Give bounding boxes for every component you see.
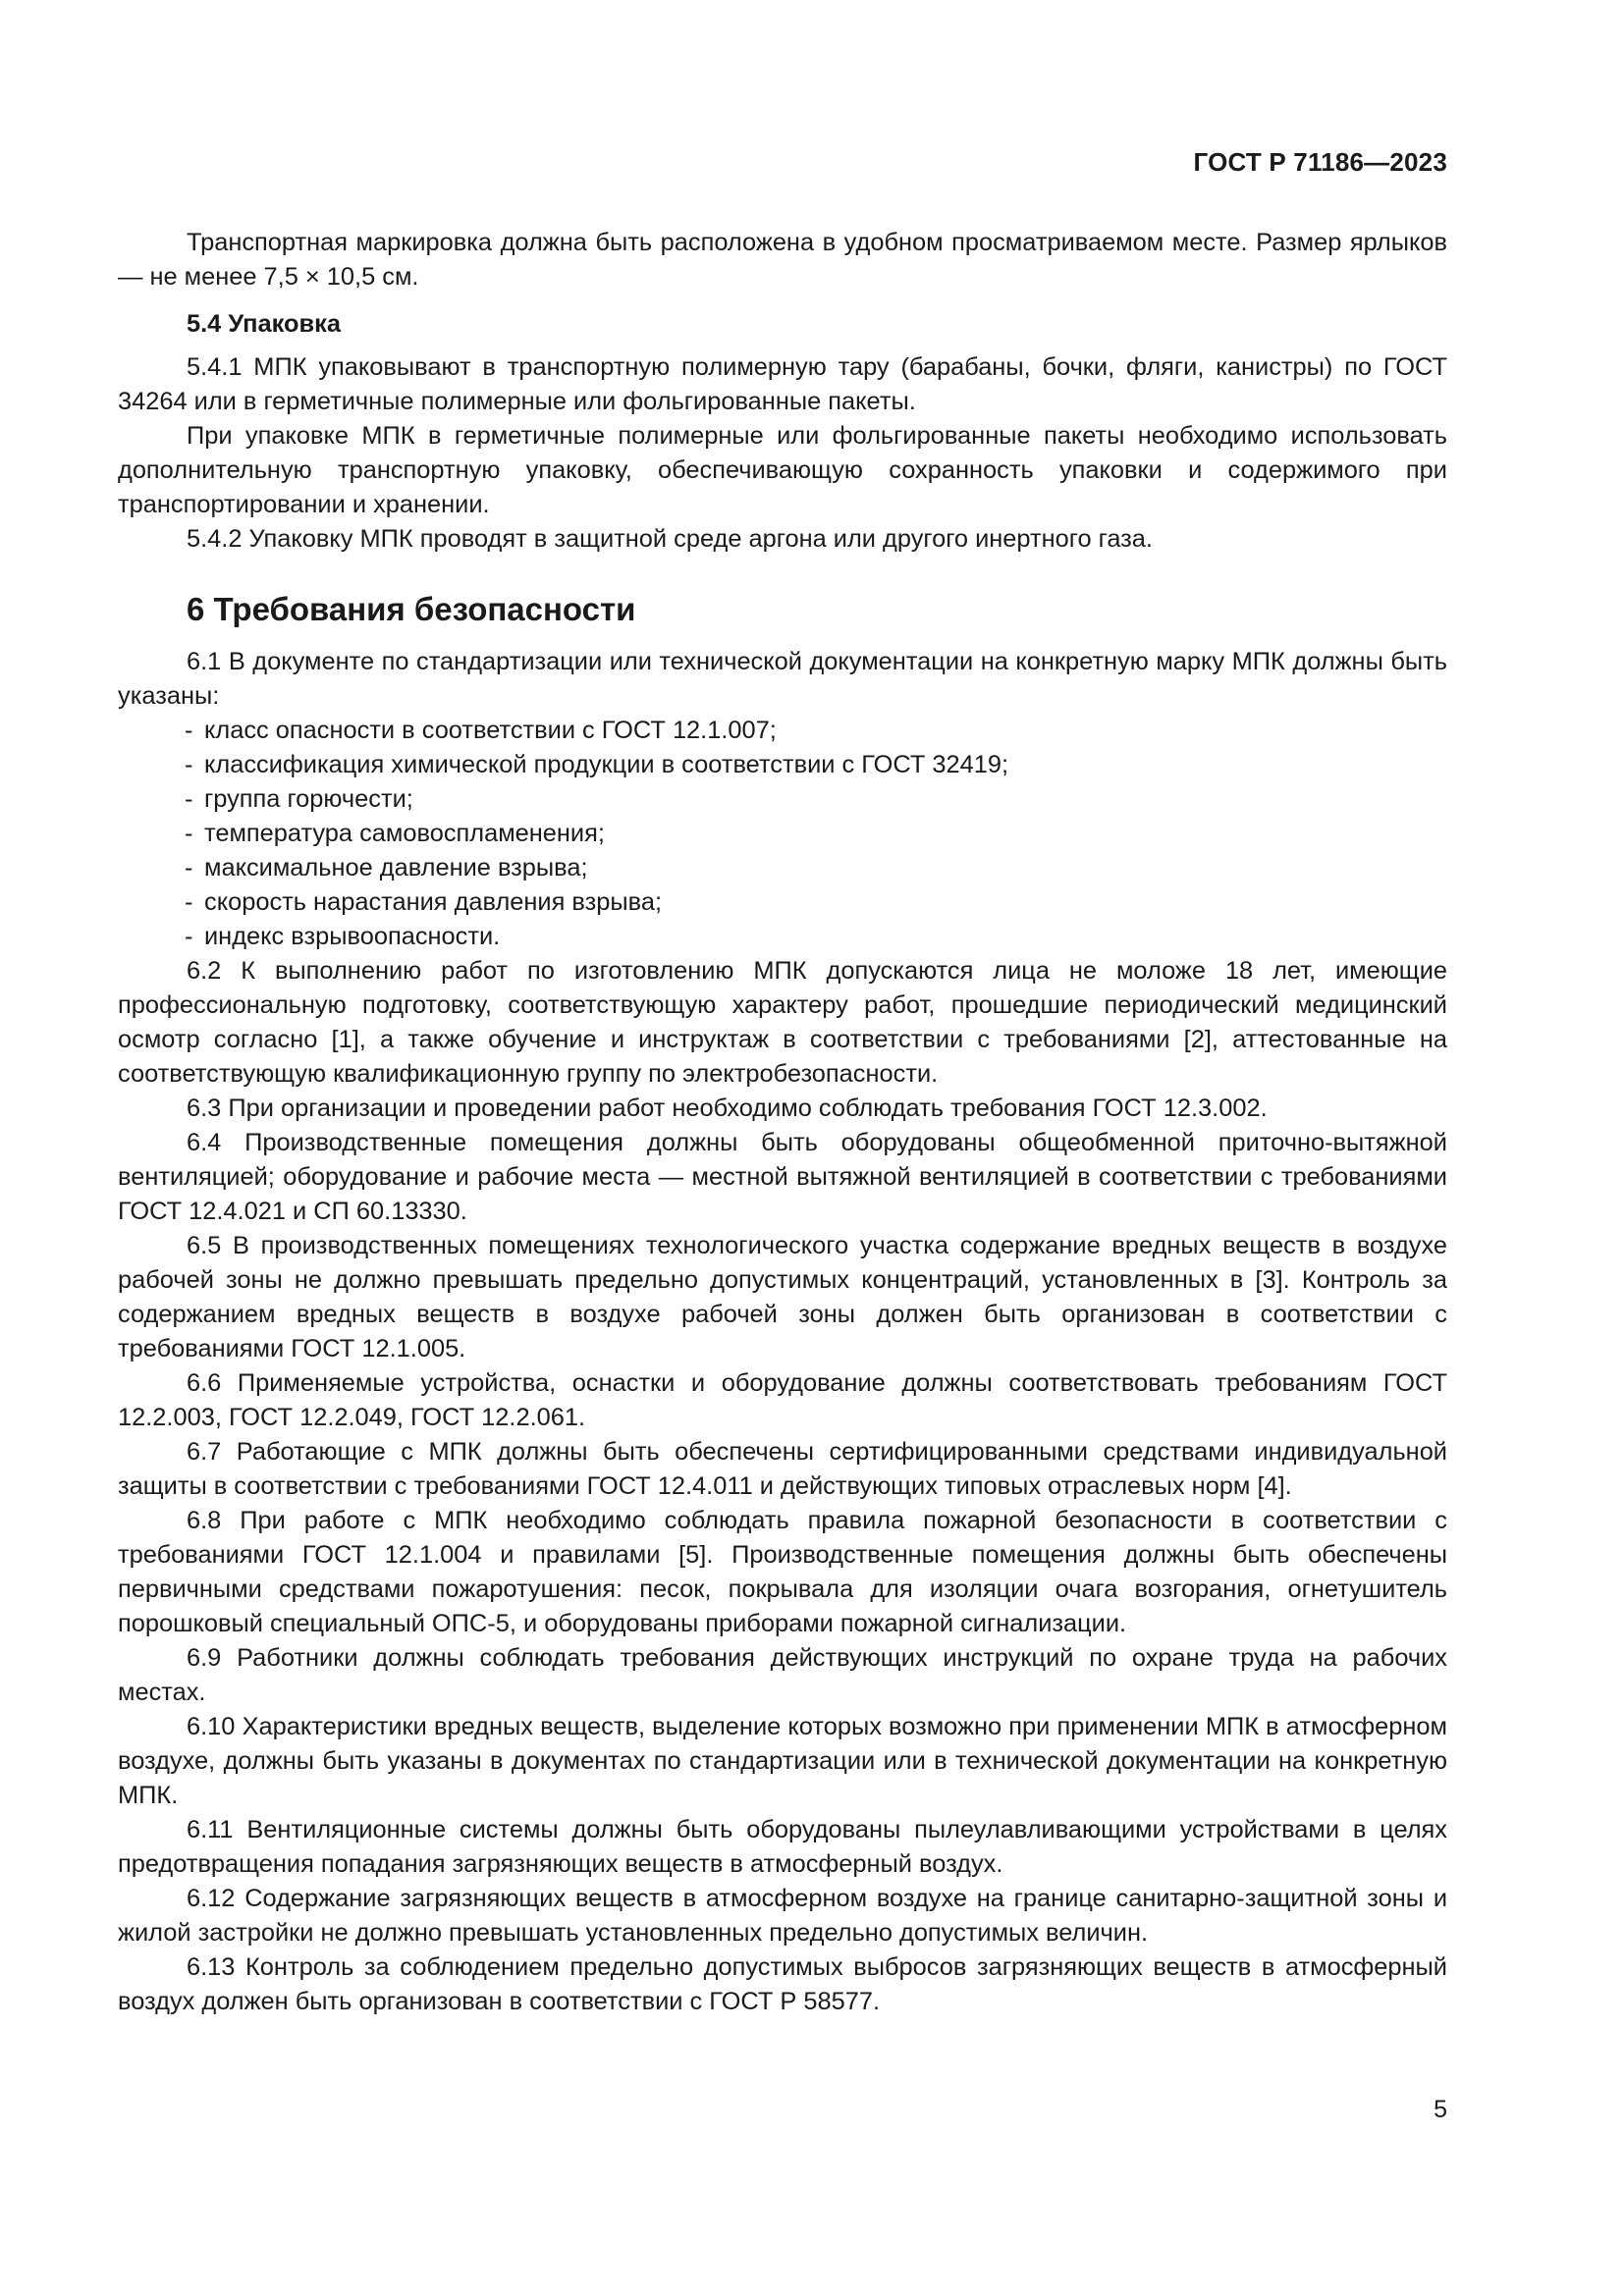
page-number: 5: [1434, 2096, 1447, 2123]
document-code-header: ГОСТ Р 71186—2023: [1193, 147, 1447, 177]
list-item: [185, 817, 1447, 851]
list-item-text: индекс взрывоопасности.: [204, 923, 501, 950]
paragraph-5-4-2: 5.4.2 Упаковку МПК проводят в защитной среде аргона или другого инертного газа.: [187, 525, 1153, 553]
paragraph-5-4-1: 5.4.1 МПК упаковывают в транспортную полимерную тару (барабаны, бочки, фляги, канистры) по ГОСТ 34264 или в герметичные полимерные или фольгированные пакеты.: [118, 353, 1447, 415]
paragraph-6-13: 6.13 Контроль за соблюдением предельно допустимых выбросов загрязняющих веществ в атмосферный воздух должен быть организован в соответствии с ГОСТ Р 58577.: [118, 1953, 1447, 2015]
list-dash: -: [185, 854, 193, 881]
list-item: [185, 714, 1447, 748]
list-item-text: максимальное давление взрыва;: [204, 854, 588, 881]
list-item-text: группа горючести;: [204, 785, 413, 813]
paragraph-6-10: 6.10 Характеристики вредных веществ, выделение которых возможно при применении МПК в атмосферном воздухе, должны быть указаны в документах по стандартизации или в технической документации на конкретную МПК.: [118, 1713, 1447, 1809]
document-body: [118, 226, 1447, 2019]
list-dash: -: [185, 923, 193, 950]
paragraph-6-1: 6.1 В документе по стандартизации или технической документации на конкретную марку МПК должны быть указаны:: [118, 648, 1447, 710]
list-dash: -: [185, 785, 193, 813]
paragraph-6-11: 6.11 Вентиляционные системы должны быть оборудованы пылеулавливающими устройствами в целях предотвращения попадания загрязняющих веществ в атмосферный воздух.: [118, 1816, 1447, 1878]
list-item-text: классификация химической продукции в соответствии с ГОСТ 32419;: [204, 751, 1009, 778]
list-item: [185, 920, 1447, 954]
paragraph-6-6: 6.6 Применяемые устройства, оснастки и оборудование должны соответствовать требованиям ГОСТ 12.2.003, ГОСТ 12.2.049, ГОСТ 12.2.061.: [118, 1369, 1447, 1431]
list-item-text: скорость нарастания давления взрыва;: [204, 888, 662, 916]
marking-paragraph: Транспортная маркировка должна быть расположена в удобном просматриваемом месте. Размер ярлыков — не менее 7,5 × 10,5 см.: [118, 229, 1447, 291]
requirements-list: [118, 714, 1447, 954]
list-dash: -: [185, 820, 193, 847]
paragraph-6-9: 6.9 Работники должны соблюдать требования действующих инструкций по охране труда на рабочих местах.: [118, 1644, 1447, 1706]
list-item: [185, 885, 1447, 920]
paragraph-6-3: 6.3 При организации и проведении работ необходимо соблюдать требования ГОСТ 12.3.002.: [187, 1095, 1268, 1122]
paragraph-6-4: 6.4 Производственные помещения должны быть оборудованы общеобменной приточно-вытяжной вентиляцией; оборудование и рабочие места — местной вытяжной вентиляцией в соответствии с требованиями ГОСТ 12.4.021 и СП 60.13330.: [118, 1129, 1447, 1225]
list-item-text: класс опасности в соответствии с ГОСТ 12.1.007;: [204, 717, 777, 744]
list-item: [185, 748, 1447, 782]
list-item-text: температура самовоспламенения;: [204, 820, 605, 847]
paragraph-6-8: 6.8 При работе с МПК необходимо соблюдать правила пожарной безопасности в соответствии с требованиями ГОСТ 12.1.004 и правилами [5]. Производственные помещения должны быть обеспечены первичными средствами пожаротушения: песок, покрывала для изоляции очага возгорания, огнетушитель порошковый специальный ОПС-5, и оборудованы приборами пожарной сигнализации.: [118, 1507, 1447, 1637]
section-heading-6: 6 Требования безопасности: [187, 591, 636, 627]
list-dash: -: [185, 888, 193, 916]
list-dash: -: [185, 751, 193, 778]
paragraph-6-12: 6.12 Содержание загрязняющих веществ в атмосферном воздухе на границе санитарно-защитной зоны и жилой застройки не должно превышать установленных предельно допустимых величин.: [118, 1885, 1447, 1947]
list-dash: -: [185, 717, 193, 744]
paragraph-5-4-1-packaging: При упаковке МПК в герметичные полимерные или фольгированные пакеты необходимо использовать дополнительную транспортную упаковку, обеспечивающую сохранность упаковки и содержимого при транспортировании и хранении.: [118, 422, 1447, 518]
subsection-heading-5-4: 5.4 Упаковка: [187, 310, 341, 338]
paragraph-6-2: 6.2 К выполнению работ по изготовлению МПК допускаются лица не моложе 18 лет, имеющие профессиональную подготовку, соответствующую характеру работ, прошедшие периодический медицинский осмотр согласно [1], а также обучение и инструктаж в соответствии с требованиями [2], аттестованные на соответствующую квалификационную группу по электробезопасности.: [118, 957, 1447, 1088]
paragraph-6-7: 6.7 Работающие с МПК должны быть обеспечены сертифицированными средствами индивидуальной защиты в соответствии с требованиями ГОСТ 12.4.011 и действующих типовых отраслевых норм [4].: [118, 1438, 1447, 1500]
list-item: [185, 782, 1447, 817]
paragraph-6-5: 6.5 В производственных помещениях технологического участка содержание вредных веществ в воздухе рабочей зоны не должно превышать предельно допустимых концентраций, установленных в [3]. Контроль за содержанием вредных веществ в воздухе рабочей зоны должен быть организован в соответствии с требованиями ГОСТ 12.1.005.: [118, 1232, 1447, 1362]
list-item: [185, 851, 1447, 885]
